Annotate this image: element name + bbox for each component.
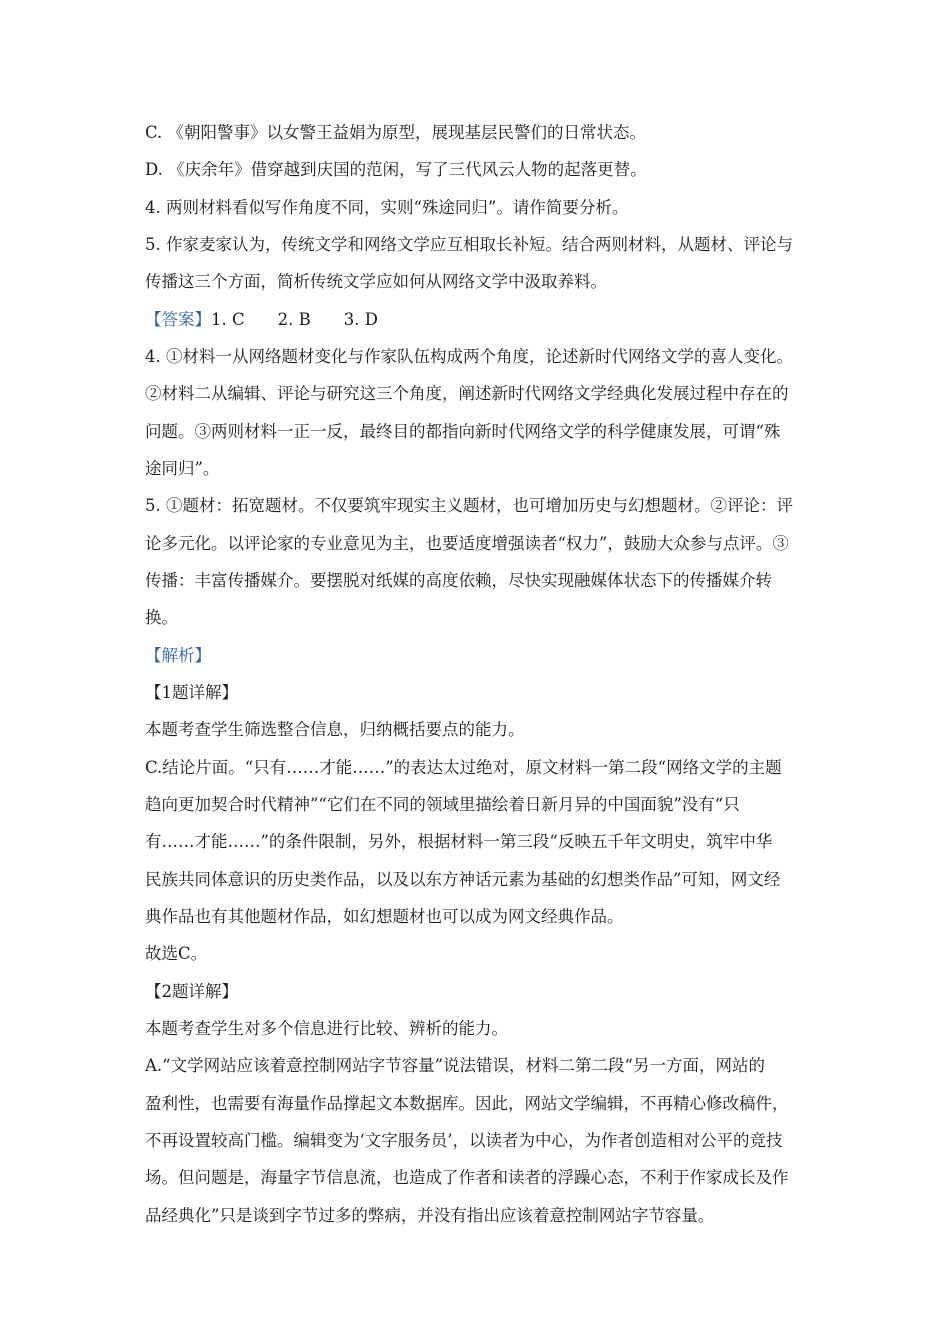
q2-detail-line-3: 不再设置较高门槛。编辑变为‘文字服务员’，以读者为中心，为作者创造相对公平的竞技 (145, 1131, 783, 1150)
q2-detail-line-5: 品经典化”只是谈到字节过多的弊病，并没有指出应该着意控制网站字节容量。 (145, 1206, 715, 1225)
answer-label: 【答案】 (145, 310, 211, 329)
answer-4-line-4: 途同归”。 (145, 459, 220, 478)
analysis-label: 【解析】 (145, 646, 211, 665)
answer-4-line-1: 4. ①材料一从网络题材变化与作家队伍构成两个角度，论述新时代网络文学的喜人变化。 (145, 347, 793, 366)
q1-detail-line-2: 趋向更加契合时代精神”“它们在不同的领域里描绘着日新月异的中国面貌”没有“只 (145, 795, 740, 814)
answer-5-line-2: 论多元化。以评论家的专业意见为主，也要适度增强读者“权力”，鼓励大众参与点评。③ (145, 534, 789, 553)
q2-detail-line-1: A.“文学网站应该着意控制网站字节容量”说法错误，材料二第二段“另一方面，网站的 (145, 1056, 765, 1075)
answer-choices: 1. C 2. B 3. D (211, 310, 378, 329)
q1-detail-line-3: 有……才能……”的条件限制，另外，根据材料一第三段“反映五千年文明史，筑牢中华 (145, 832, 773, 851)
answer-line (145, 308, 813, 332)
option-d: D. 《庆余年》借穿越到庆国的范闲，写了三代风云人物的起落更替。 (145, 160, 647, 179)
question-5-line-1: 5. 作家麦家认为，传统文学和网络文学应互相取长补短。结合两则材料，从题材、评论与 (145, 235, 793, 254)
answer-4-line-3: 问题。③两则材料一正一反，最终目的都指向新时代网络文学的科学健康发展，可谓“殊 (145, 422, 781, 441)
q1-detail-line-1: C.结论片面。“只有……才能……”的表达太过绝对，原文材料一第二段“网络文学的主题 (145, 758, 782, 777)
q1-heading: 【1题详解】 (145, 683, 238, 702)
q1-conclusion: 故选C。 (145, 944, 208, 963)
option-c: C. 《朝阳警事》以女警王益娟为原型，展现基层民警们的日常状态。 (145, 123, 647, 142)
answer-5-line-4: 换。 (145, 608, 178, 627)
q2-intro: 本题考查学生对多个信息进行比较、辨析的能力。 (145, 1019, 508, 1038)
q1-detail-line-4: 民族共同体意识的历史类作品，以及以东方神话元素为基础的幻想类作品”可知，网文经 (145, 870, 781, 889)
question-5-line-2: 传播这三个方面，简析传统文学应如何从网络文学中汲取养料。 (145, 272, 607, 291)
answer-5-line-3: 传播：丰富传播媒介。要摆脱对纸媒的高度依赖，尽快实现融媒体状态下的传播媒介转 (145, 571, 772, 590)
q2-detail-line-2: 盈利性，也需要有海量作品撑起文本数据库。因此，网站文学编辑，不再精心修改稿件， (145, 1094, 789, 1113)
q2-heading: 【2题详解】 (145, 982, 238, 1001)
q1-detail-line-5: 典作品也有其他题材作品，如幻想题材也可以成为网文经典作品。 (145, 907, 624, 926)
q1-intro: 本题考查学生筛选整合信息，归纳概括要点的能力。 (145, 720, 525, 739)
answer-5-line-1: 5. ①题材：拓宽题材。不仅要筑牢现实主义题材，也可增加历史与幻想题材。②评论：评 (145, 496, 793, 515)
q2-detail-line-4: 场。但问题是，海量字节信息流，也造成了作者和读者的浮躁心态，不利于作家成长及作 (145, 1168, 789, 1187)
question-4: 4. 两则材料看似写作角度不同，实则“殊途同归”。请作简要分析。 (145, 198, 629, 217)
answer-4-line-2: ②材料二从编辑、评论与研究这三个角度，阐述新时代网络文学经典化发展过程中存在的 (145, 384, 789, 403)
